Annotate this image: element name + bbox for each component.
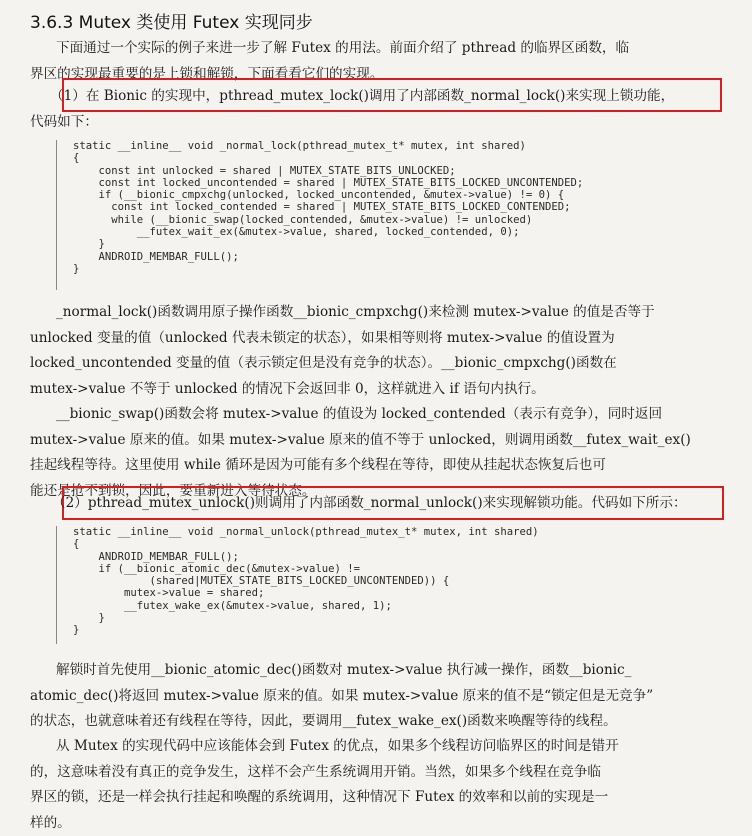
text-line: locked_uncontended 变量的值（表示锁定但是没有竞争的状态）。__bionic_cmpxchg()函数在 bbox=[30, 355, 617, 371]
code-line: } bbox=[73, 262, 80, 275]
section-heading: 3.6.3 Mutex 类使用 Futex 实现同步 bbox=[30, 13, 313, 33]
explanation-paragraph-1 bbox=[30, 300, 720, 402]
code-line: ANDROID_MEMBAR_FULL(); bbox=[73, 250, 239, 263]
code-line: const int unlocked = shared | MUTEX_STATE_BITS_UNLOCKED; bbox=[73, 164, 456, 177]
text-line: _normal_lock()函数调用原子操作函数__bionic_cmpxchg()来检测 mutex->value 的值是否等于 bbox=[56, 304, 655, 320]
code-line: ANDROID_MEMBAR_FULL(); bbox=[73, 550, 239, 563]
code-line: const int locked_uncontended = shared | MUTEX_STATE_BITS_LOCKED_UNCONTENDED; bbox=[73, 176, 584, 189]
code-line: __futex_wake_ex(&mutex->value, shared, 1); bbox=[73, 599, 392, 612]
code-line: static __inline__ void _normal_lock(pthread_mutex_t* mutex, int shared) bbox=[73, 140, 526, 152]
code-block-normal-unlock bbox=[56, 526, 716, 644]
text-line: 界区的锁，还是一样会执行挂起和唤醒的系统调用，这种情况下 Futex 的效率和以前的实现是一 bbox=[30, 789, 609, 805]
text-line: atomic_dec()将返回 mutex->value 原来的值。如果 mutex->value 原来的值不是“锁定但是无竞争” bbox=[30, 687, 654, 704]
text-line: __bionic_swap()函数会将 mutex->value 的值设为 locked_contended（表示有竞争），同时返回 bbox=[56, 406, 663, 422]
text-line: 能还是抢不到锁，因此，要重新进入等待状态。 bbox=[30, 482, 316, 499]
text-line: （2）pthread_mutex_unlock()则调用了内部函数_normal_unlock()来实现解锁功能。代码如下所示： bbox=[52, 495, 687, 511]
text-line: mutex->value 原来的值。如果 mutex->value 原来的值不等于 unlocked，则调用函数__futex_wait_ex() bbox=[30, 431, 691, 448]
text-line: 界区的实现最重要的是上锁和解锁，下面看看它们的实现。 bbox=[30, 65, 384, 82]
code-line: if (__bionic_cmpxchg(unlocked, locked_uncontended, &mutex->value) != 0) { bbox=[73, 189, 565, 202]
code-line: } bbox=[73, 624, 80, 637]
explanation-paragraph-4 bbox=[30, 734, 720, 836]
text-line: 代码如下： bbox=[30, 113, 98, 130]
code-line: static __inline__ void _normal_unlock(pthread_mutex_t* mutex, int shared) bbox=[73, 526, 539, 538]
code-line: const int locked_contended = shared | MUTEX_STATE_BITS_LOCKED_CONTENDED; bbox=[73, 201, 571, 214]
code-line: { bbox=[73, 152, 80, 165]
text-line: 从 Mutex 的实现代码中应该能体会到 Futex 的优点，如果多个线程访问临界区的时间是错开 bbox=[56, 738, 619, 754]
text-line: 解锁时首先使用__bionic_atomic_dec()函数对 mutex->value 执行减一操作，函数__bionic_ bbox=[56, 662, 632, 678]
code-line: while (__bionic_swap(locked_contended, &mutex->value) != unlocked) bbox=[73, 213, 533, 226]
step1-paragraph bbox=[30, 84, 720, 135]
text-line: （1）在 Bionic 的实现中，pthread_mutex_lock()调用了内部函数_normal_lock()来实现上锁功能， bbox=[50, 88, 675, 104]
code-line: (shared|MUTEX_STATE_BITS_LOCKED_UNCONTENDED)) { bbox=[73, 575, 450, 588]
text-line: 下面通过一个实际的例子来进一步了解 Futex 的用法。前面介绍了 pthread 的临界区函数，临 bbox=[56, 40, 630, 56]
step2-paragraph bbox=[30, 491, 720, 517]
text-line: mutex->value 不等于 unlocked 的情况下会返回非 0，这样就进入 if 语句内执行。 bbox=[30, 380, 545, 397]
code-line: } bbox=[73, 612, 105, 625]
code-line: } bbox=[73, 238, 105, 251]
code-line: if (__bionic_atomic_dec(&mutex->value) != bbox=[73, 562, 361, 575]
explanation-paragraph-3 bbox=[30, 658, 720, 735]
code-block-normal-lock bbox=[56, 140, 716, 290]
text-line: 的状态，也就意味着还有线程在等待，因此，要调用__futex_wake_ex()函数来唤醒等待的线程。 bbox=[30, 713, 617, 729]
text-line: 样的。 bbox=[30, 814, 71, 831]
text-line: unlocked 变量的值（unlocked 代表未锁定的状态），如果相等则将 mutex->value 的值设置为 bbox=[30, 329, 615, 346]
code-line: { bbox=[73, 538, 80, 551]
code-line: __futex_wait_ex(&mutex->value, shared, locked_contended, 0); bbox=[73, 226, 520, 239]
text-line: 挂起线程等待。这里使用 while 循环是因为可能有多个线程在等待，即使从挂起状态恢复后也可 bbox=[30, 457, 606, 473]
text-line: 的，这意味着没有真正的竞争发生，这样不会产生系统调用开销。当然，如果多个线程在竞争临 bbox=[30, 763, 601, 780]
code-line: mutex->value = shared; bbox=[73, 587, 265, 600]
